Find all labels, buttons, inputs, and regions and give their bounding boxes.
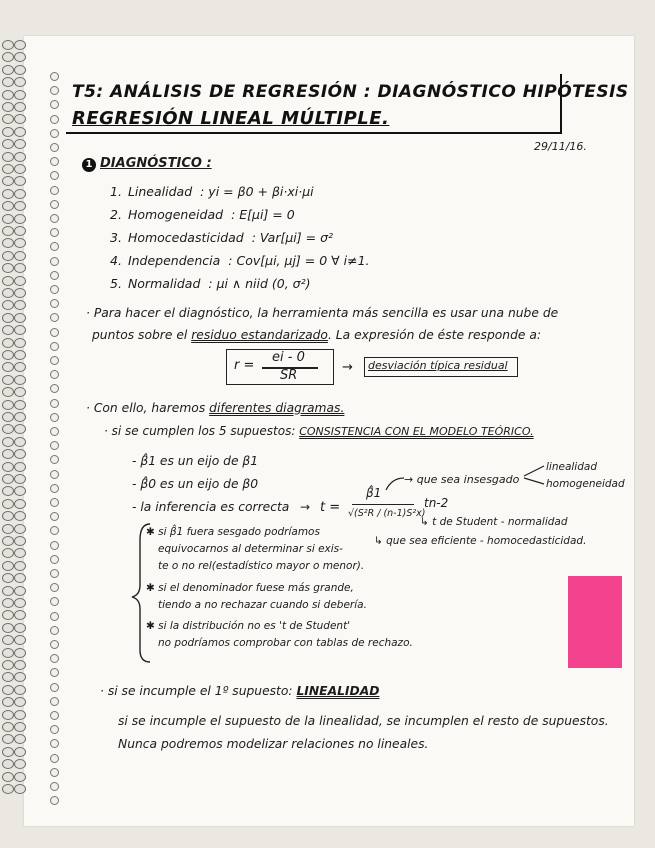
note-line: te o no rel(estadístico mayor o menor). xyxy=(158,560,365,572)
section-number: 1 xyxy=(82,158,96,172)
arrow-insesgado xyxy=(386,478,404,490)
t-distribution: tn-2 xyxy=(424,496,449,510)
assumption-name: Normalidad xyxy=(127,276,201,291)
assumption-name: Independencia xyxy=(127,253,221,268)
formula-lhs: r = xyxy=(234,358,255,373)
date: 29/11/16. xyxy=(534,140,587,153)
consequence-bullet: - β̂0 es un eijo de β0 xyxy=(132,477,259,491)
page-subtitle: REGRESIÓN LINEAL MÚLTIPLE. xyxy=(72,108,390,129)
para1-line2-a: puntos sobre el xyxy=(92,328,192,342)
notes-brace xyxy=(132,524,150,662)
para1-line1: · Para hacer el diagnóstico, la herramienta más sencilla es usar una nube de xyxy=(86,306,559,320)
assumption-formula: : Cov[μi, μj] = 0 ∀ i≠1. xyxy=(228,253,370,268)
assumption-formula: : μi ∧ niid (0, σ²) xyxy=(208,276,311,291)
formula-denominator: SR xyxy=(280,368,298,383)
formula-numerator: ei - 0 xyxy=(272,350,305,365)
assumption-number: 1. xyxy=(110,184,122,199)
assumption-number: 4. xyxy=(110,253,122,268)
assumption-number: 2. xyxy=(110,207,122,222)
assumption-name: Linealidad xyxy=(127,184,193,199)
para3-line1: si se incumple el supuesto de la linealidad, se incumplen el resto de supuestos. xyxy=(118,714,609,728)
note-line: ✱ si la distribución no es 't de Student' xyxy=(146,620,351,632)
para3-prefix: · si se incumple el 1º supuesto: xyxy=(100,684,297,698)
section-heading-text: DIAGNÓSTICO : xyxy=(100,156,212,171)
note-line: ✱ si el denominador fuese más grande, xyxy=(146,582,354,594)
para3-line2: Nunca podremos modelizar relaciones no lineales. xyxy=(118,737,429,751)
assumption-number: 3. xyxy=(110,230,122,245)
note-line: no podríamos comprobar con tablas de rechazo. xyxy=(158,637,413,649)
t-equals: t = xyxy=(320,500,341,515)
consistencia-modelo: CONSISTENCIA CON EL MODELO TEÓRICO. xyxy=(299,425,534,438)
note-line: tiendo a no rechazar cuando si debería. xyxy=(158,599,367,611)
assumption-number: 5. xyxy=(110,276,122,291)
inference-arrow: → xyxy=(300,500,311,514)
note-line: equivocarnos al determinar si exis- xyxy=(158,543,343,555)
assumption-formula: : yi = β0 + βi·xi·μi xyxy=(200,184,314,199)
para1-line2-c: . La expresión de éste responde a: xyxy=(327,328,542,342)
consequence-bullet: - β̂1 es un eijo de β1 xyxy=(132,454,259,468)
para2-sub-prefix: · si se cumplen los 5 supuestos: xyxy=(104,424,300,438)
assumption-formula: : E[μi] = 0 xyxy=(231,207,295,222)
formula-arrow: → xyxy=(342,360,353,375)
t-numerator: β̂1 xyxy=(366,486,382,500)
assumption-name: Homogeneidad xyxy=(127,207,224,222)
diferentes-diagramas: diferentes diagramas. xyxy=(209,401,345,415)
eficiente-note: ↳ que sea eficiente - homocedasticidad. xyxy=(374,535,587,547)
linealidad-emph: LINEALIDAD xyxy=(296,684,380,698)
arrow-split xyxy=(524,466,544,484)
page-title: T5: ANÁLISIS DE REGRESIÓN : DIAGNÓSTICO HIPÓTESIS xyxy=(72,82,629,102)
insesgado-note: → que sea insesgado xyxy=(404,473,520,486)
t-denominator: √(S²R / (n-1)S²x) xyxy=(348,508,426,519)
student-note: ↳ t de Student - normalidad xyxy=(420,516,568,528)
consequence-bullet: - la inferencia es correcta xyxy=(132,500,290,514)
homogeneidad-note: homogeneidad xyxy=(546,478,625,490)
para2-prefix: · Con ello, haremos xyxy=(86,401,210,415)
linealidad-note: linealidad xyxy=(546,461,597,473)
residuo-estandarizado: residuo estandarizado xyxy=(191,328,328,342)
assumption-name: Homocedasticidad xyxy=(127,230,244,245)
formula-note: desviación típica residual xyxy=(368,359,508,372)
assumption-formula: : Var[μi] = σ² xyxy=(251,230,334,245)
note-line: ✱ si β̂1 fuera sesgado podríamos xyxy=(146,526,320,538)
